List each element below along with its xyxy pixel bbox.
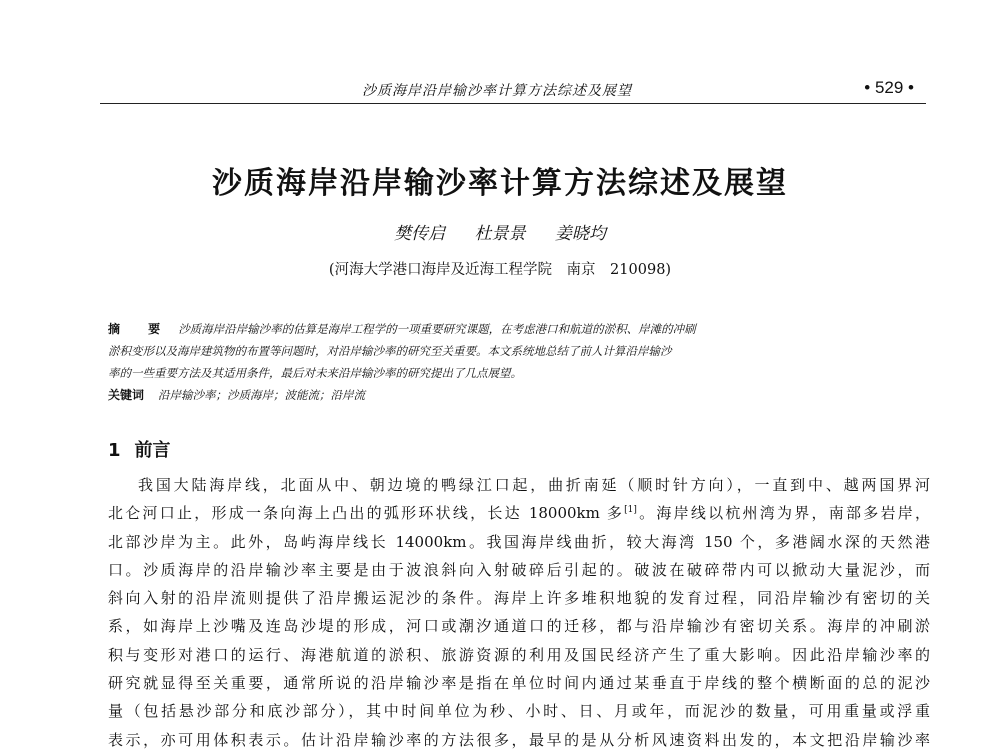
body-line [108,499,930,527]
body-line: 我国大陆海岸线，北面从中、朝边境的鸭绿江口起，曲折南延（顺时针方向），一直到中、越两国界河 [138,476,930,494]
body-line: 北部沙岸为主。此外，岛屿海岸线长 14000km。我国海岸线曲折，较大海湾 150 个，多港阔水深的天然港 [108,532,930,551]
body-line: 研究就显得至关重要，通常所说的沿岸输沙率是指在单位时间内通过某垂直于岸线的整个横断面的总的泥沙 [108,674,930,693]
body-line-text: 。海岸线以杭州湾为界，南部多岩岸， [636,504,930,523]
section-heading [108,436,171,462]
page-number: • 529 • [864,78,914,97]
abstract-line [108,318,908,340]
section-body [108,471,930,754]
running-head-title: 沙质海岸沿岸输沙率计算方法综述及展望 [362,83,632,99]
abstract-label: 摘 要 [108,322,173,336]
body-line: 积与变形对港口的运行、海港航道的淤积、旅游资源的利用及国民经济产生了重大影响。因此沿岸输沙率的 [108,645,930,664]
body-line: 系，如海岸上沙嘴及连岛沙堤的形成，河口或潮汐通道口的迁移，都与沿岸输沙有密切关系。海岸的冲刷淤 [108,617,930,636]
affiliation: (河海大学港口海岸及近海工程学院 南京 210098) [328,262,672,278]
abstract-text: 沙质海岸沿岸输沙率的估算是海岸工程学的一项重要研究课题，在考虑港口和航道的淤积、岸滩的冲刷 [178,322,696,336]
header-rule [100,103,926,104]
body-line: 表示，亦可用体积表示。估计沿岸输沙率的方法很多，最早的是从分析风速资料出发的，本文把沿岸输沙率 [108,730,930,749]
keywords-text: 沿岸输沙率；沙质海岸；波能流；沿岸流 [158,388,366,402]
abstract-line: 淤积变形以及海岸建筑物的布置等问题时，对沿岸输沙率的研究至关重要。本文系统地总结了前人计算沿岸输沙 [108,344,672,358]
abstract-line: 率的一些重要方法及其适用条件，最后对未来沿岸输沙率的研究提出了几点展望。 [108,366,522,380]
body-line: 口。沙质海岸的沿岸输沙率主要是由于波浪斜向入射破碎后引起的。破波在破碎带内可以掀动大量泥沙，而 [108,560,930,579]
keywords-label: 关键词 [108,388,145,402]
body-line-text: 北仑河口止，形成一条向海上凸出的弧形环状线，长达 18000km 多 [108,504,625,523]
author-list [0,219,1000,244]
citation[interactable]: [1] [624,505,637,516]
author-name: 姜晓均 [554,224,606,244]
body-line: 量（包括悬沙部分和底沙部分），其中时间单位为秒、小时、日、月或年，而泥沙的数量，可用重量或浮重 [108,702,930,721]
author-name: 杜景景 [474,224,526,244]
author-name: 樊传启 [394,224,446,244]
article-title: 沙质海岸沿岸输沙率计算方法综述及展望 [212,166,788,201]
body-line: 斜向入射的沿岸流则提供了沿岸搬运泥沙的条件。海岸上许多堆积地貌的发育过程，同沿岸输沙有密切的关 [108,589,930,608]
running-head [100,76,926,102]
section-title: 前言 [134,440,171,461]
abstract [108,318,908,406]
section-number: 1 [108,440,121,461]
keywords [108,384,908,406]
